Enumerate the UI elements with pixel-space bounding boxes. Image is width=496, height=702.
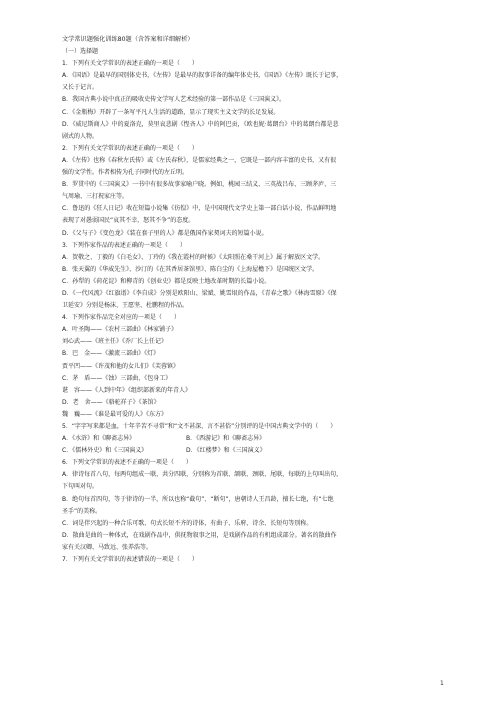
text-line: C．《金瓶梅》开辟了一条写平凡人生活的道路，显示了现实主义文学的长足发展。 [62, 108, 280, 116]
text-line: 家有关汉卿、马致远、张养浩等。 [62, 543, 153, 551]
option-row [62, 445, 434, 457]
text-line [62, 566, 434, 578]
section-heading: （一）选择题 [62, 48, 99, 56]
text-line: C．茅 盾——《蚀》三部曲、《包身工》 [62, 374, 172, 382]
option-c: C．《儒林外史》和《三国演义》 [62, 447, 148, 455]
text-line: 又长于记言。 [62, 84, 99, 92]
option-row [62, 433, 434, 445]
text-line: D．老 舍——《骆驼祥子》《茶馆》 [62, 398, 160, 406]
text-line: A．叶圣陶——《农村三部曲》《林家铺子》 [62, 326, 178, 334]
option-b: B．《西游记》和《聊斋志异》 [186, 435, 266, 443]
document-title: 文学常识题强化训练80题（含答案和详细解析） [62, 36, 194, 43]
text-line: D．散曲是曲的一种体式，在戏剧作品中，供抚物叙事之用，是戏剧作品的有机组成部分。著名的散曲作 [62, 531, 337, 539]
text-line: 气周瑜、三打祝家庄等。 [62, 193, 129, 201]
text-line: 卫延安》分别是杨沫、王愿坚、杜鹏程的作品。 [62, 302, 189, 310]
text-line: D．《父与子》《变色龙》《装在套子里的人》都是俄国作家契诃夫的短篇小说。 [62, 229, 268, 237]
text-line: B．罗贯中的《三国演义》一书中有很多故事家喻户晓。例如，桃园三结义、三英战吕布、三顾茅庐、三 [62, 181, 337, 189]
text-line: 3．下列作家作品的表述正确的一项是（ ） [62, 241, 186, 249]
text-line: 魏 巍——《谁是最可爱的人》《东方》 [62, 410, 168, 418]
text-line: B．张天翼的《华威先生》、沙汀的《在其香居茶馆里》、陈白尘的《上海屋檐下》是国统区文学。 [62, 265, 319, 273]
text-line: A．律诗每首八句，每两句组成一联，共分四联，分别称为首联、颔联、颈联、尾联，每联的上句叫出句， [62, 471, 343, 479]
text-line: 强的文学性。作者相传为孔子同时代的左丘明。 [62, 169, 189, 177]
text-line: 刘心武——《班主任》《乔厂长上任记》 [62, 338, 168, 346]
text-line: 7．下列有关文学常识的表述错误的一项是（ ） [62, 556, 198, 564]
text-line: B．绝句每首四句，等于律诗的一半，所以也称“截句”、“断句”，唐朝诗人王昌龄，擅长七绝，有“七绝 [62, 495, 334, 503]
text-line: B．我国古典小说中真正的吸收史传文学写人艺术经验的第一部作品是《三国演义》。 [62, 96, 286, 104]
text-line: C．孙犁的《荷花淀》和柳青的《创业史》都是反映土地改革时期的长篇小说。 [62, 277, 271, 285]
text-line: 6．下列文学常识的表述不正确的一项是（ ） [62, 459, 192, 467]
text-line: 4．下列作家作品完全对应的一项是（ ） [62, 314, 180, 322]
text-line: A．《国语》是最早的国别体史书，《左传》是最早的叙事详备的编年体史书，《国语》《左传》既长于记事， [62, 72, 343, 80]
text-line: D．《威尼斯商人》中的夏洛克，莫里哀悲剧《悭吝人》中的阿巴贡，《欧也妮·葛朗台》中的葛朗台都是悲 [62, 120, 339, 128]
page-number: 1 [440, 680, 444, 687]
option-d: D．《红楼梦》和《三国演义》 [186, 447, 266, 455]
text-line: 圣手”的美称。 [62, 507, 102, 515]
text-line: 表现了对愚弱国民“哀其不幸，怒其不争”的态度。 [62, 217, 195, 225]
text-line: D．《一代风流》《红旗谱》《李自成》分别是欧阳山、梁斌、姚雪垠的作品，《青春之歌》《林海雪原》《保 [62, 289, 337, 297]
text-line: B．巴 金——《激流三部曲》《灯》 [62, 350, 160, 358]
text-line: 5．“字字写来都是血，十年辛苦不寻常”和“文不甚深，言不甚俗”分别评的是中国古典文学中的（ ） [62, 423, 337, 430]
text-line: 贾平凹——《许茂和他的女儿们》《芙蓉镇》 [62, 362, 180, 370]
text-line: 下句叫对句。 [62, 483, 99, 491]
text-line: A．贺敬之、丁毅的《白毛女》、丁玲的《我在霞村的时候》《太阳照在桑干河上》属于解放区文学。 [62, 253, 325, 261]
text-line: 1．下列有关文学常识的表述正确的一项是（ ） [62, 60, 198, 68]
document-body [62, 34, 434, 578]
text-line: 剧式的人物。 [62, 132, 99, 140]
text-line: 2．下列有关文学常识的表述正确的一项是（ ） [62, 144, 198, 152]
text-line: C．鲁迅的《狂人日记》收在短篇小说集《彷徨》中，是中国现代文学史上第一部白话小说，作品鲜明地 [62, 205, 337, 213]
text-line: 谌 容——《人到中年》《组织部新来的年青人》 [62, 386, 192, 394]
text-line: A．《左传》也称《春秋左氏传》或《左氏春秋》，是儒家经典之一，它既是一部内容丰富的史书，又有很 [62, 156, 337, 164]
option-a: A．《水浒》和《聊斋志异》 [62, 435, 136, 443]
text-line: C．词是伴兴起的一种合乐可歌、句式长短不齐的诗体，有曲子、乐府、诗余、长短句等别称。 [62, 519, 313, 527]
